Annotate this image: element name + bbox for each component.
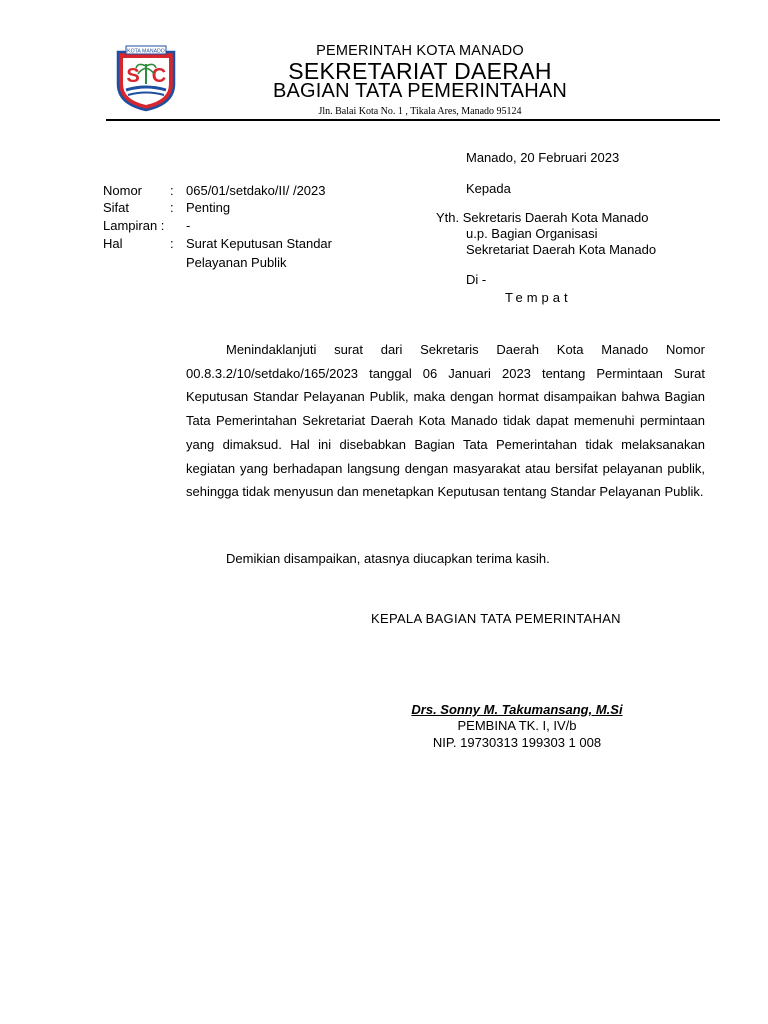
hal-colon: : (170, 236, 174, 251)
letter-date: Manado, 20 Februari 2023 (466, 150, 620, 165)
hal-value-line2: Pelayanan Publik (186, 255, 287, 270)
letterhead-secretariat: SEKRETARIAT DAERAH (288, 58, 552, 84)
letterhead-address: Jln. Balai Kota No. 1 , Tikala Ares, Manado 95124 (318, 106, 522, 117)
hal-label: Hal (103, 236, 123, 251)
recipient-yth: Yth. Sekretaris Daerah Kota Manado (436, 210, 649, 225)
lampiran-value: - (186, 218, 191, 233)
nomor-value: 065/01/setdako/II/ /2023 (186, 183, 326, 198)
signatory-nip: NIP. 19730313 199303 1 008 (432, 735, 602, 750)
sifat-label: Sifat (103, 200, 130, 215)
svg-text:KOTA MANADO: KOTA MANADO (127, 48, 165, 55)
recipient-up-line1: u.p. Bagian Organisasi (466, 226, 598, 241)
hal-value-line1: Surat Keputusan Standar (186, 236, 332, 251)
recipient-di: Di - (466, 272, 487, 287)
letterhead-division: BAGIAN TATA PEMERINTAHAN (272, 80, 568, 102)
svg-text:S: S (126, 65, 140, 87)
svg-text:C: C (151, 65, 167, 87)
letterhead-government: PEMERINTAH KOTA MANADO (316, 43, 524, 59)
recipient-kepada: Kepada (466, 181, 511, 196)
lampiran-label: Lampiran : (103, 218, 165, 233)
kota-manado-emblem (112, 44, 180, 112)
nomor-colon: : (170, 183, 174, 198)
recipient-tempat: Tempat (505, 290, 572, 305)
sifat-value: Penting (186, 200, 231, 215)
sifat-colon: : (170, 200, 174, 215)
closing-line: Demikian disampaikan, atasnya diucapkan terima kasih. (226, 551, 550, 566)
recipient-up-line2: Sekretariat Daerah Kota Manado (466, 242, 657, 257)
signatory-name: Drs. Sonny M. Takumansang, M.Si (411, 702, 623, 717)
signatory-rank: PEMBINA TK. I, IV/b (457, 718, 577, 733)
letterhead-rule (106, 119, 720, 121)
nomor-label: Nomor (103, 183, 143, 198)
body-paragraph: Menindaklanjuti surat dari Sekretaris Daerah Kota Manado Nomor 00.8.3.2/10/setdako/165/2023 tanggal 06 Januari 2023 tentang Permintaan Surat Keputusan Standar Pelayanan Publik, maka dengan hormat disampaikan bahwa Bagian Tata Pemerintahan Sekretariat Daerah Kota Manado tidak dapat memenuhi permintaan yang dimaksud. Hal ini disebabkan Bagian Tata Pemerintahan tidak melaksanakan kegiatan yang berhadapan langsung dengan masyarakat atau bersifat pelayanan publik, sehingga tidak menyusun dan menetapkan Keputusan tentang Standar Pelayanan Publik. (186, 342, 705, 500)
signatory-title: KEPALA BAGIAN TATA PEMERINTAHAN (371, 611, 621, 626)
